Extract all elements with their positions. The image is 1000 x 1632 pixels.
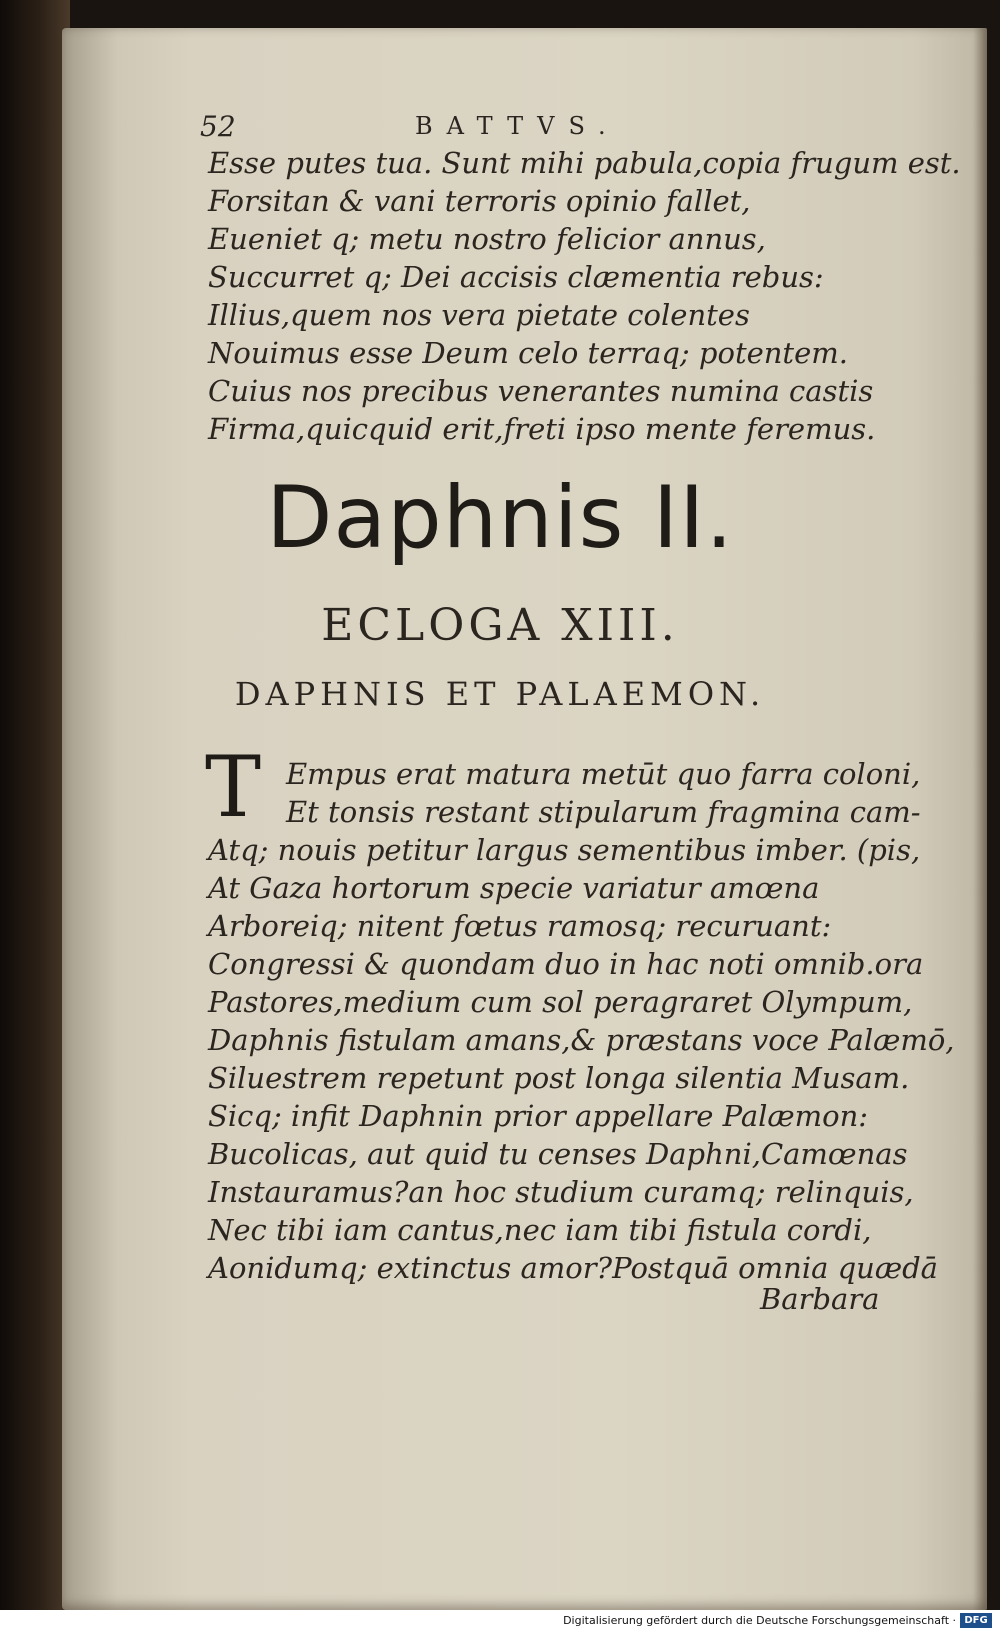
ecloga-heading: ECLOGA XIII. — [321, 600, 679, 651]
verse-line: Empus erat matura metūt quo farra coloni, — [286, 757, 921, 791]
verse-block-top — [208, 144, 961, 448]
verse-block-main — [208, 755, 955, 1287]
catchword: Barbara — [760, 1282, 880, 1316]
verse-line: Arboreiq; nitent fœtus ramosq; recuruant: — [208, 909, 832, 943]
verse-line: Daphnis fistulam amans,& præstans voce Palæmō, — [208, 1023, 955, 1057]
verse-line: Instauramus?an hoc studium curamq; relinquis, — [208, 1175, 914, 1209]
verse-line: Firma,quicquid erit,freti ipso mente feremus. — [208, 412, 876, 446]
verse-line: Cuius nos precibus venerantes numina castis — [208, 374, 874, 408]
verse-line: Nec tibi iam cantus,nec iam tibi fistula cordi, — [208, 1213, 872, 1247]
verse-line: Siluestrem repetunt post longa silentia Musam. — [208, 1061, 910, 1095]
digitization-footer — [0, 1610, 1000, 1632]
verse-line: Forsitan & vani terroris opinio fallet, — [208, 184, 751, 218]
dfg-logo: DFG — [960, 1613, 992, 1628]
page-number: 52 — [200, 110, 236, 143]
section-title: Daphnis II. — [266, 468, 734, 568]
verse-line: Illius,quem nos vera pietate colentes — [208, 298, 750, 332]
verse-line: Succurret q; Dei accisis clæmentia rebus: — [208, 260, 824, 294]
verse-line: Esse putes tua. Sunt mihi pabula,copia frugum est. — [208, 146, 961, 180]
verse-line: At Gaza hortorum specie variatur amœna — [208, 871, 820, 905]
verse-line: Eueniet q; metu nostro felicior annus, — [208, 222, 766, 256]
book-binding — [0, 0, 70, 1632]
footer-credit: Digitalisierung gefördert durch die Deutsche Forschungsgemeinschaft · — [563, 1614, 956, 1627]
characters-heading: DAPHNIS ET PALAEMON. — [234, 675, 766, 713]
page-edge-shadow — [973, 28, 987, 1610]
drop-cap: T — [205, 738, 262, 836]
verse-line: Congressi & quondam duo in hac noti omnib.ora — [208, 947, 924, 981]
running-head: BATTVS. — [415, 112, 620, 140]
verse-line: Pastores,medium cum sol peragraret Olympum, — [208, 985, 913, 1019]
verse-line: Sicq; infit Daphnin prior appellare Palæmon: — [208, 1099, 869, 1133]
verse-line: Atq; nouis petitur largus sementibus imber. (pis, — [208, 833, 921, 867]
verse-line: Nouimus esse Deum celo terraq; potentem. — [208, 336, 848, 370]
verse-line: Et tonsis restant stipularum fragmina cam- — [286, 795, 921, 829]
verse-line: Bucolicas, aut quid tu censes Daphni,Camœnas — [208, 1137, 908, 1171]
verse-line: Aonidumq; extinctus amor?Postquā omnia quædā — [208, 1251, 938, 1285]
